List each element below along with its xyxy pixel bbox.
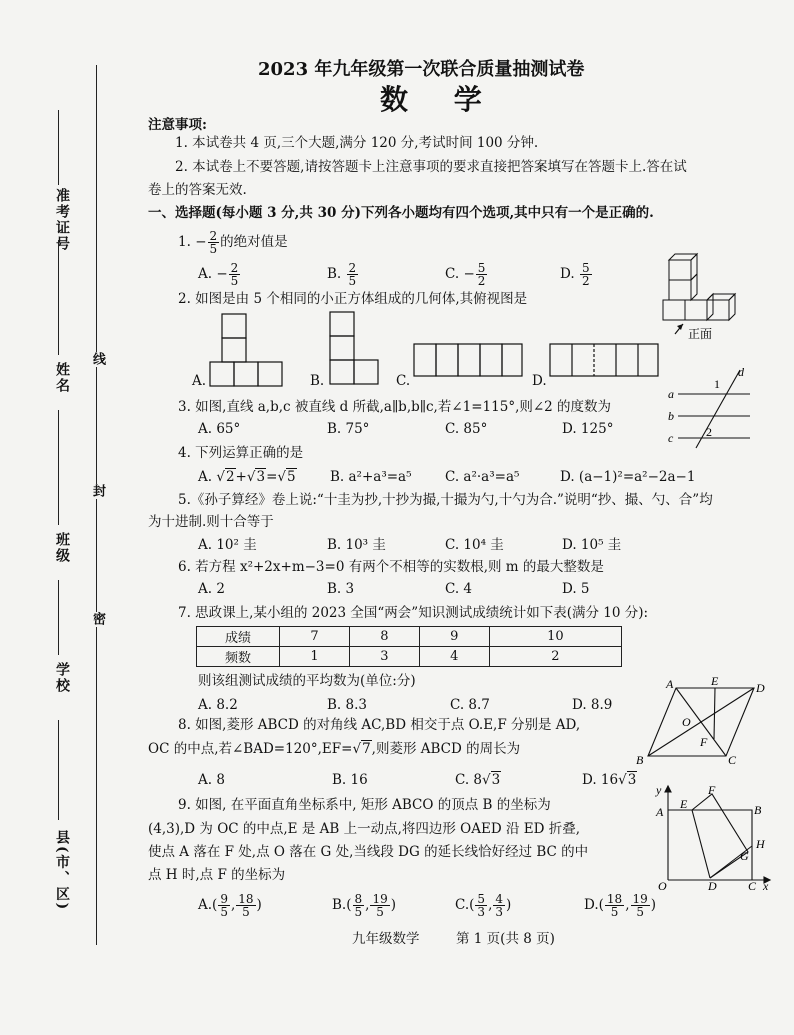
name-line [58, 240, 60, 355]
q3-stem: 3. 如图,直线 a,b,c 被直线 d 所截,a∥b,b∥c,若∠1=115°,则∠2 的度数为 [178, 399, 612, 415]
q1-option-b: B. $\frac{2}{5}$ [327, 261, 357, 288]
exam-title: 2023 年九年级第一次联合质量抽测试卷 [258, 59, 585, 80]
q7-option-a: A. 8.2 [198, 697, 238, 713]
q6-option-b: B. 3 [327, 581, 355, 597]
school-line [58, 580, 60, 655]
q4-option-a: A. √2+√3=√5 [198, 469, 296, 485]
table-cell: 1 [280, 647, 350, 667]
q9-axis-x: x [763, 879, 769, 892]
q2-option-b-label: B. [310, 373, 325, 389]
notice-item-2: 2. 本试卷上不要答题,请按答题卡上注意事项的要求直接把答案填写在答题卡上.答在试 [175, 159, 687, 175]
county-line [58, 720, 60, 820]
table-cell: 4 [419, 647, 489, 667]
q1-option-d: D. $\frac{5}{2}$ [560, 261, 590, 288]
q2-option-d-label: D. [532, 373, 547, 389]
q9-stem-2: (4,3),D 为 OC 的中点,E 是 AB 上一动点,将四边形 OAED 沿 ED 折叠, [148, 821, 580, 837]
q9-axis-y: y [656, 783, 662, 797]
q7-stem: 7. 思政课上,某小组的 2023 全国“两会”知识测试成绩统计如下表(满分 10 分): [178, 605, 649, 621]
q2-option-c-figure [412, 340, 524, 380]
seal-feng: 封 [90, 484, 105, 499]
q6-option-d: D. 5 [562, 581, 590, 597]
table-cell: 8 [349, 627, 419, 647]
q5-option-b: B. 10³ 圭 [327, 537, 386, 553]
q8-point-f: F [700, 735, 708, 749]
q5-option-c: C. 10⁴ 圭 [445, 537, 504, 553]
notice-item-1: 1. 本试卷共 4 页,三个大题,满分 120 分,考试时间 100 分钟. [175, 135, 539, 151]
table-row [197, 627, 622, 647]
subject-title: 数 学 [380, 83, 500, 116]
q9-point-o: O [658, 879, 667, 892]
name-label: 姓名 [54, 362, 70, 394]
q9-point-h: H [756, 837, 765, 851]
notice-heading: 注意事项: [148, 117, 207, 133]
q1-option-c: C. − $\frac{5}{2}$ [445, 261, 486, 288]
q3-figure [666, 364, 752, 450]
q8-point-a: A [666, 677, 674, 691]
q9-coordinate-figure [652, 780, 774, 892]
q3-option-d: D. 125° [562, 421, 614, 437]
seal-mi: 密 [90, 612, 105, 627]
q1-option-a: A. − $\frac{2}{5}$ [198, 261, 239, 288]
q3-line-c: c [668, 431, 674, 445]
q8-point-b: B [636, 753, 644, 766]
q2-option-b-figure [326, 310, 386, 390]
q3-line-a: a [668, 387, 674, 401]
q3-line-d: d [738, 365, 744, 379]
q2-stem: 2. 如图是由 5 个相同的小正方体组成的几何体,其俯视图是 [178, 291, 528, 307]
q6-option-c: C. 4 [445, 581, 473, 597]
q7-option-b: B. 8.3 [327, 697, 367, 713]
q8-point-o: O [682, 715, 691, 729]
q8-stem-cont: OC 的中点,若∠BAD=120°,EF=√7,则菱形 ABCD 的周长为 [148, 741, 521, 757]
table-cell: 2 [489, 647, 621, 667]
q3-angle-1: 1 [714, 377, 720, 391]
table-cell: 频数 [197, 647, 280, 667]
table-cell: 10 [489, 627, 621, 647]
q5-stem-cont: 为十进制.则十合等于 [148, 514, 274, 530]
table-cell: 9 [419, 627, 489, 647]
q7-followup: 则该组测试成绩的平均数为(单位:分) [198, 673, 416, 689]
q9-stem-4: 点 H 时,点 F 的坐标为 [148, 867, 286, 883]
table-cell: 成绩 [197, 627, 280, 647]
q2-option-a-figure [208, 312, 288, 388]
q8-option-c: C. 8√3 [455, 772, 501, 788]
q8-rhombus-figure [630, 676, 770, 766]
table-cell: 7 [280, 627, 350, 647]
q3-option-a: A. 65° [198, 421, 241, 437]
q4-option-b: B. a²+a³=a⁵ [330, 469, 412, 485]
q9-point-d: D [708, 879, 717, 892]
q2-option-c-label: C. [396, 373, 411, 389]
q8-point-d: D [756, 681, 765, 695]
q5-option-d: D. 10⁵ 圭 [562, 537, 622, 553]
q2-cube-figure [655, 252, 745, 342]
q7-option-d: D. 8.9 [572, 697, 613, 713]
q9-option-c: C.( $\frac{5}{3}$ , $\frac{4}{3}$ ) [455, 892, 512, 919]
q8-option-d: D. 16√3 [582, 772, 637, 788]
county-label: 县(市、区) [54, 830, 70, 912]
q7-score-table [196, 626, 622, 667]
q2-option-d-figure [548, 340, 660, 380]
q6-stem: 6. 若方程 x²+2x+m−3=0 有两个不相等的实数根,则 m 的最大整数是 [178, 559, 604, 575]
q3-option-c: C. 85° [445, 421, 488, 437]
q3-angle-2: 2 [706, 425, 712, 439]
footer-page-number: 第 1 页(共 8 页) [456, 931, 555, 947]
section-heading: 一、选择题(每小题 3 分,共 30 分)下列各小题均有四个选项,其中只有一个是正确的. [148, 205, 654, 221]
q1-stem: 1. − $\frac{2}{5}$ 的绝对值是 [178, 229, 288, 256]
q9-point-c: C [748, 879, 757, 892]
table-cell: 3 [349, 647, 419, 667]
q9-point-e: E [680, 797, 688, 811]
q5-option-a: A. 10² 圭 [198, 537, 257, 553]
q2-option-a-label: A. [192, 373, 207, 389]
exam-number-label: 准考证号 [54, 188, 70, 252]
q3-line-b: b [668, 409, 674, 423]
exam-number-line [58, 110, 60, 185]
q8-option-b: B. 16 [332, 772, 368, 788]
q9-option-b: B.( $\frac{8}{5}$ , $\frac{19}{5}$ ) [332, 892, 396, 919]
school-label: 学校 [54, 662, 70, 694]
q9-point-b: B [754, 803, 762, 817]
q7-option-c: C. 8.7 [450, 697, 490, 713]
q9-stem-3: 使点 A 落在 F 处,点 O 落在 G 处,当线段 DG 的延长线恰好经过 BC 的中 [148, 844, 589, 860]
q3-option-b: B. 75° [327, 421, 370, 437]
q5-stem: 5.《孙子算经》卷上说:“十圭为抄,十抄为撮,十撮为勺,十勺为合.”说明“抄、撮、勺、合”均 [178, 492, 713, 508]
front-label: 正面 [688, 327, 713, 341]
q4-option-d: D. (a−1)²=a²−2a−1 [560, 469, 696, 485]
q6-option-a: A. 2 [198, 581, 225, 597]
q9-point-g: G [740, 849, 749, 863]
q8-stem: 8. 如图,菱形 ABCD 的对角线 AC,BD 相交于点 O.E,F 分别是 AD, [178, 717, 581, 733]
class-label: 班级 [54, 532, 70, 564]
q8-option-a: A. 8 [198, 772, 225, 788]
footer-subject: 九年级数学 [352, 931, 420, 947]
q9-stem-1: 9. 如图, 在平面直角坐标系中, 矩形 ABCO 的顶点 B 的坐标为 [178, 797, 551, 813]
seal-xian: 线 [90, 352, 105, 367]
table-row [197, 647, 622, 667]
class-line [58, 410, 60, 525]
q4-option-c: C. a²·a³=a⁵ [445, 469, 520, 485]
q9-option-a: A.( $\frac{9}{5}$ , $\frac{18}{5}$ ) [198, 892, 262, 919]
notice-item-2-cont: 卷上的答案无效. [148, 182, 247, 198]
q9-point-a: A [656, 805, 664, 819]
q9-point-f: F [708, 783, 716, 797]
q9-option-d: D.( $\frac{18}{5}$ , $\frac{19}{5}$ ) [584, 892, 657, 919]
q8-point-c: C [728, 753, 737, 766]
q4-stem: 4. 下列运算正确的是 [178, 445, 304, 461]
binding-line [96, 65, 97, 945]
q8-point-e: E [711, 676, 719, 688]
